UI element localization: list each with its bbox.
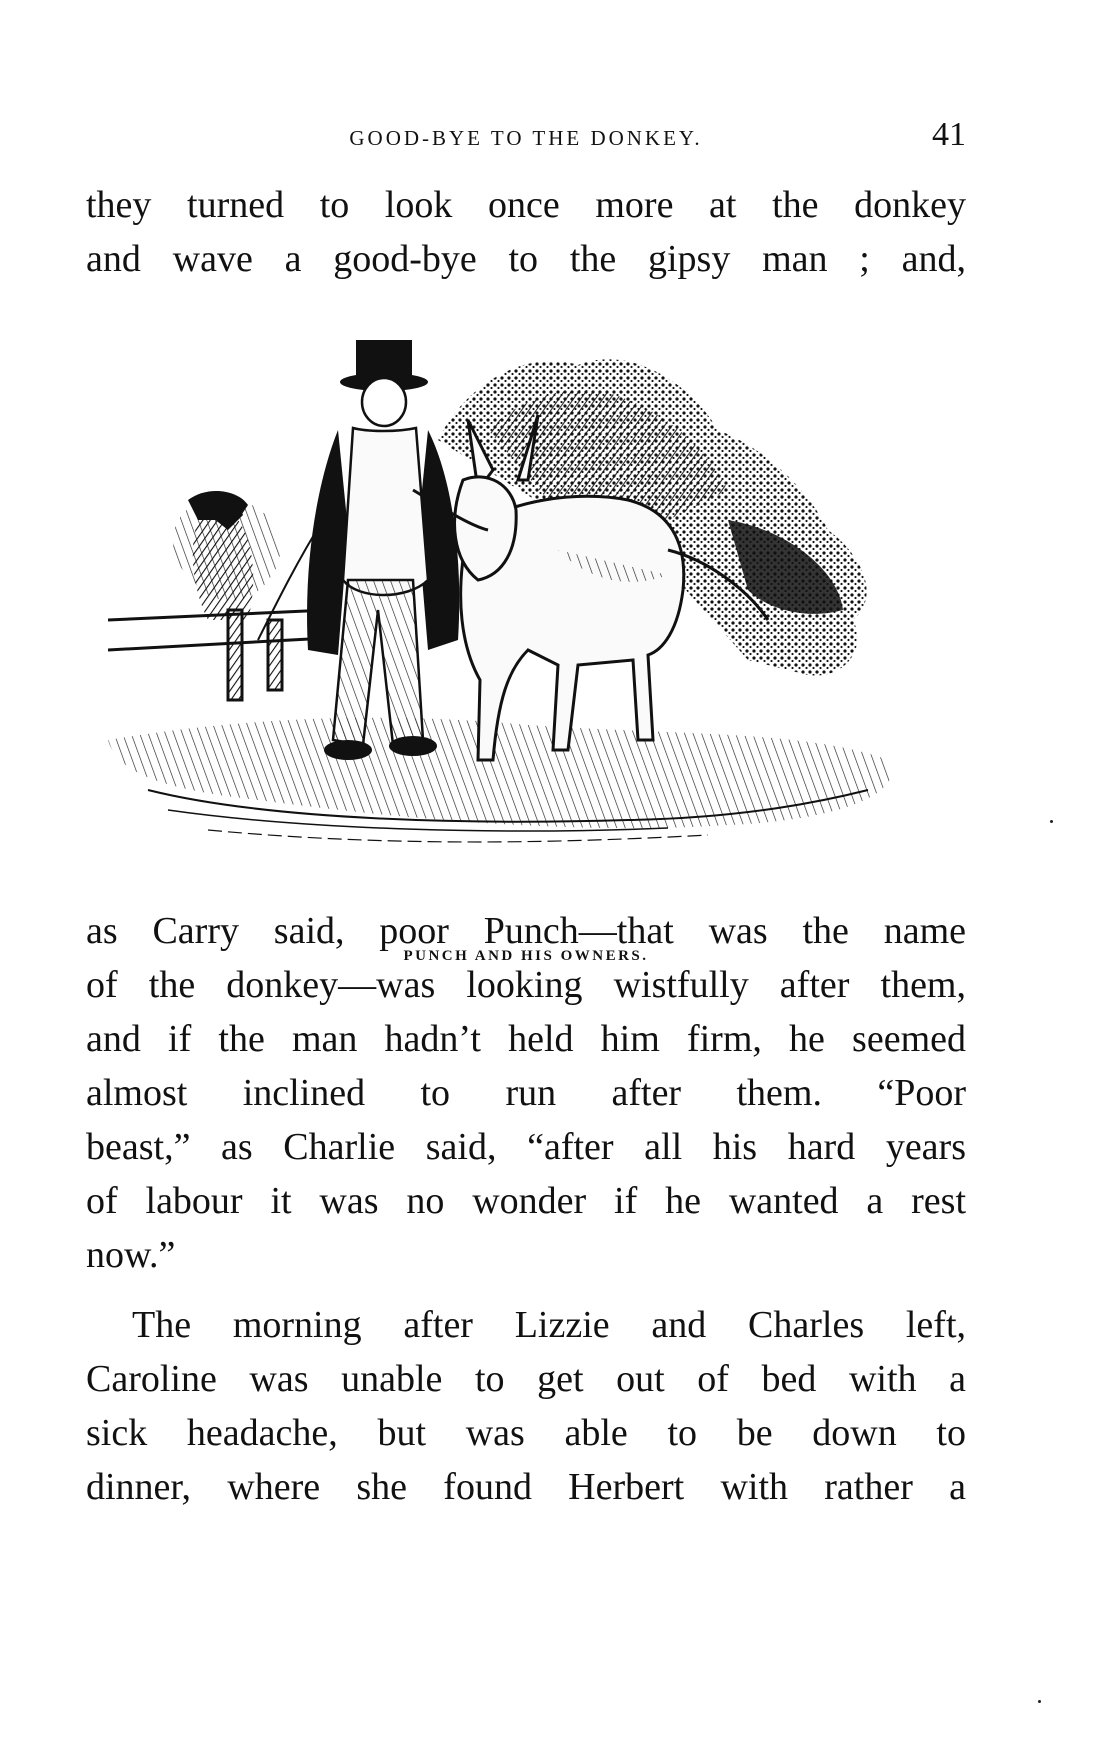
paragraph-middle xyxy=(86,904,966,1282)
text-line: beast,” as Charlie said, “after all his hard years xyxy=(86,1126,966,1168)
text-line: and if the man hadn’t held him firm, he seemed xyxy=(86,1018,966,1060)
page-number: 41 xyxy=(932,116,966,153)
companion-figure xyxy=(188,491,253,620)
fence xyxy=(108,610,328,700)
text-line: of labour it was no wonder if he wanted a rest xyxy=(86,1180,966,1222)
text-line: almost inclined to run after them. “Poor xyxy=(86,1072,966,1114)
running-title: GOOD-BYE TO THE DONKEY. xyxy=(349,126,703,150)
illustration-caption: PUNCH AND HIS OWNERS. xyxy=(403,948,649,964)
paragraph-top xyxy=(86,178,966,286)
text-line: sick headache, but was able to be down to xyxy=(86,1412,966,1454)
engraving-illustration xyxy=(108,320,954,930)
running-head xyxy=(86,116,966,160)
text-line: dinner, where she found Herbert with rather a xyxy=(86,1466,966,1508)
text-line: The morning after Lizzie and Charles left, xyxy=(132,1304,966,1346)
text-line: now.” xyxy=(86,1234,176,1276)
text-line: and wave a good-bye to the gipsy man ; and, xyxy=(86,238,966,280)
print-speck xyxy=(1050,820,1053,823)
paragraph-bottom xyxy=(86,1298,966,1514)
man-figure xyxy=(258,340,488,760)
text-line: they turned to look once more at the donkey xyxy=(86,184,966,226)
text-line: of the donkey—was looking wistfully after them, xyxy=(86,964,966,1006)
ground xyxy=(108,718,892,842)
text-line: Caroline was unable to get out of bed with a xyxy=(86,1358,966,1400)
print-speck xyxy=(1038,1700,1041,1703)
text-line: as Carry said, poor Punch—that was the name xyxy=(86,910,966,952)
